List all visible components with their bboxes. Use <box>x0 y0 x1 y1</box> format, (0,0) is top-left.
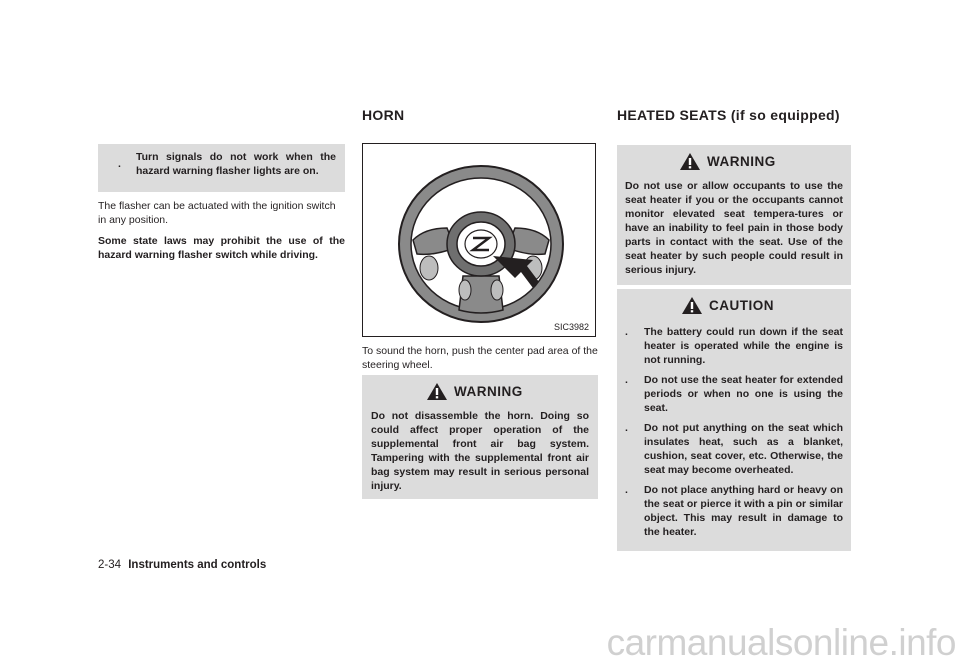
bullet-mark: . <box>118 158 121 170</box>
figure-caption: SIC3982 <box>553 322 589 332</box>
caution-item <box>617 421 843 477</box>
seat-caution-header <box>617 289 851 319</box>
seat-warning-header <box>617 145 851 175</box>
bullet-mark: . <box>625 422 628 434</box>
watermark: carmanualsonline.info <box>606 622 956 663</box>
horn-warning-label: WARNING <box>454 384 523 399</box>
steering-wheel-figure <box>362 143 596 337</box>
seat-warning-label: WARNING <box>707 154 776 169</box>
caution-item <box>617 373 843 415</box>
note-bullet-text: Turn signals do not work when the hazard warning flasher lights are on. <box>136 151 336 177</box>
bullet-mark: . <box>625 326 628 338</box>
note-box <box>98 144 345 192</box>
horn-heading: HORN <box>362 107 405 123</box>
caution-item-text: Do not use the seat heater for extended periods or when no one is using the seat. <box>644 374 843 414</box>
caution-item-text: Do not put anything on the seat which insulates heat, such as a blanket, cushion, seat cover, etc. Otherwise, the seat may become overheated. <box>644 422 843 476</box>
horn-warning-box <box>362 375 598 499</box>
bullet-mark: . <box>625 374 628 386</box>
caution-item-text: Do not place anything hard or heavy on the seat or pierce it with a pin or similar object. This may result in damage to the heater. <box>644 484 843 538</box>
page-footer <box>98 559 266 571</box>
footer-section-title: Instruments and controls <box>128 559 267 571</box>
horn-warning-header <box>362 375 598 405</box>
caution-item <box>617 483 843 539</box>
caution-list <box>617 319 851 551</box>
heated-seats-heading: HEATED SEATS (if so equipped) <box>617 107 840 123</box>
flasher-paragraph: The flasher can be actuated with the ignition switch in any position. <box>98 200 336 226</box>
horn-warning-text: Do not disassemble the horn. Doing so could affect proper operation of the supplemental front air bag system. Tampering with the supplemental front air bag system may result in serious personal injury. <box>371 410 589 492</box>
seat-caution-label: CAUTION <box>709 298 774 313</box>
warning-triangle-icon <box>679 152 701 171</box>
bullet-mark: . <box>625 484 628 496</box>
caution-item-text: The battery could run down if the seat heater is operated while the engine is not running. <box>644 326 843 366</box>
page-number: 2-34 <box>98 559 122 571</box>
seat-warning-box <box>617 145 851 285</box>
caution-item <box>617 325 843 367</box>
horn-paragraph: To sound the horn, push the center pad area of the steering wheel. <box>362 345 598 371</box>
seat-caution-box <box>617 289 851 551</box>
caution-triangle-icon <box>681 296 703 315</box>
state-laws-paragraph: Some state laws may prohibit the use of the hazard warning flasher switch while driving. <box>98 235 345 261</box>
warning-triangle-icon <box>426 382 448 401</box>
seat-warning-text: Do not use or allow occupants to use the seat heater if you or the occupants cannot monitor elevated seat tempera-tures or have an inability to feel pain in those body parts in contact with the seat. Use of the seat heater by such people could result in serious injury. <box>625 180 843 276</box>
steering-wheel-illustration <box>363 144 595 336</box>
